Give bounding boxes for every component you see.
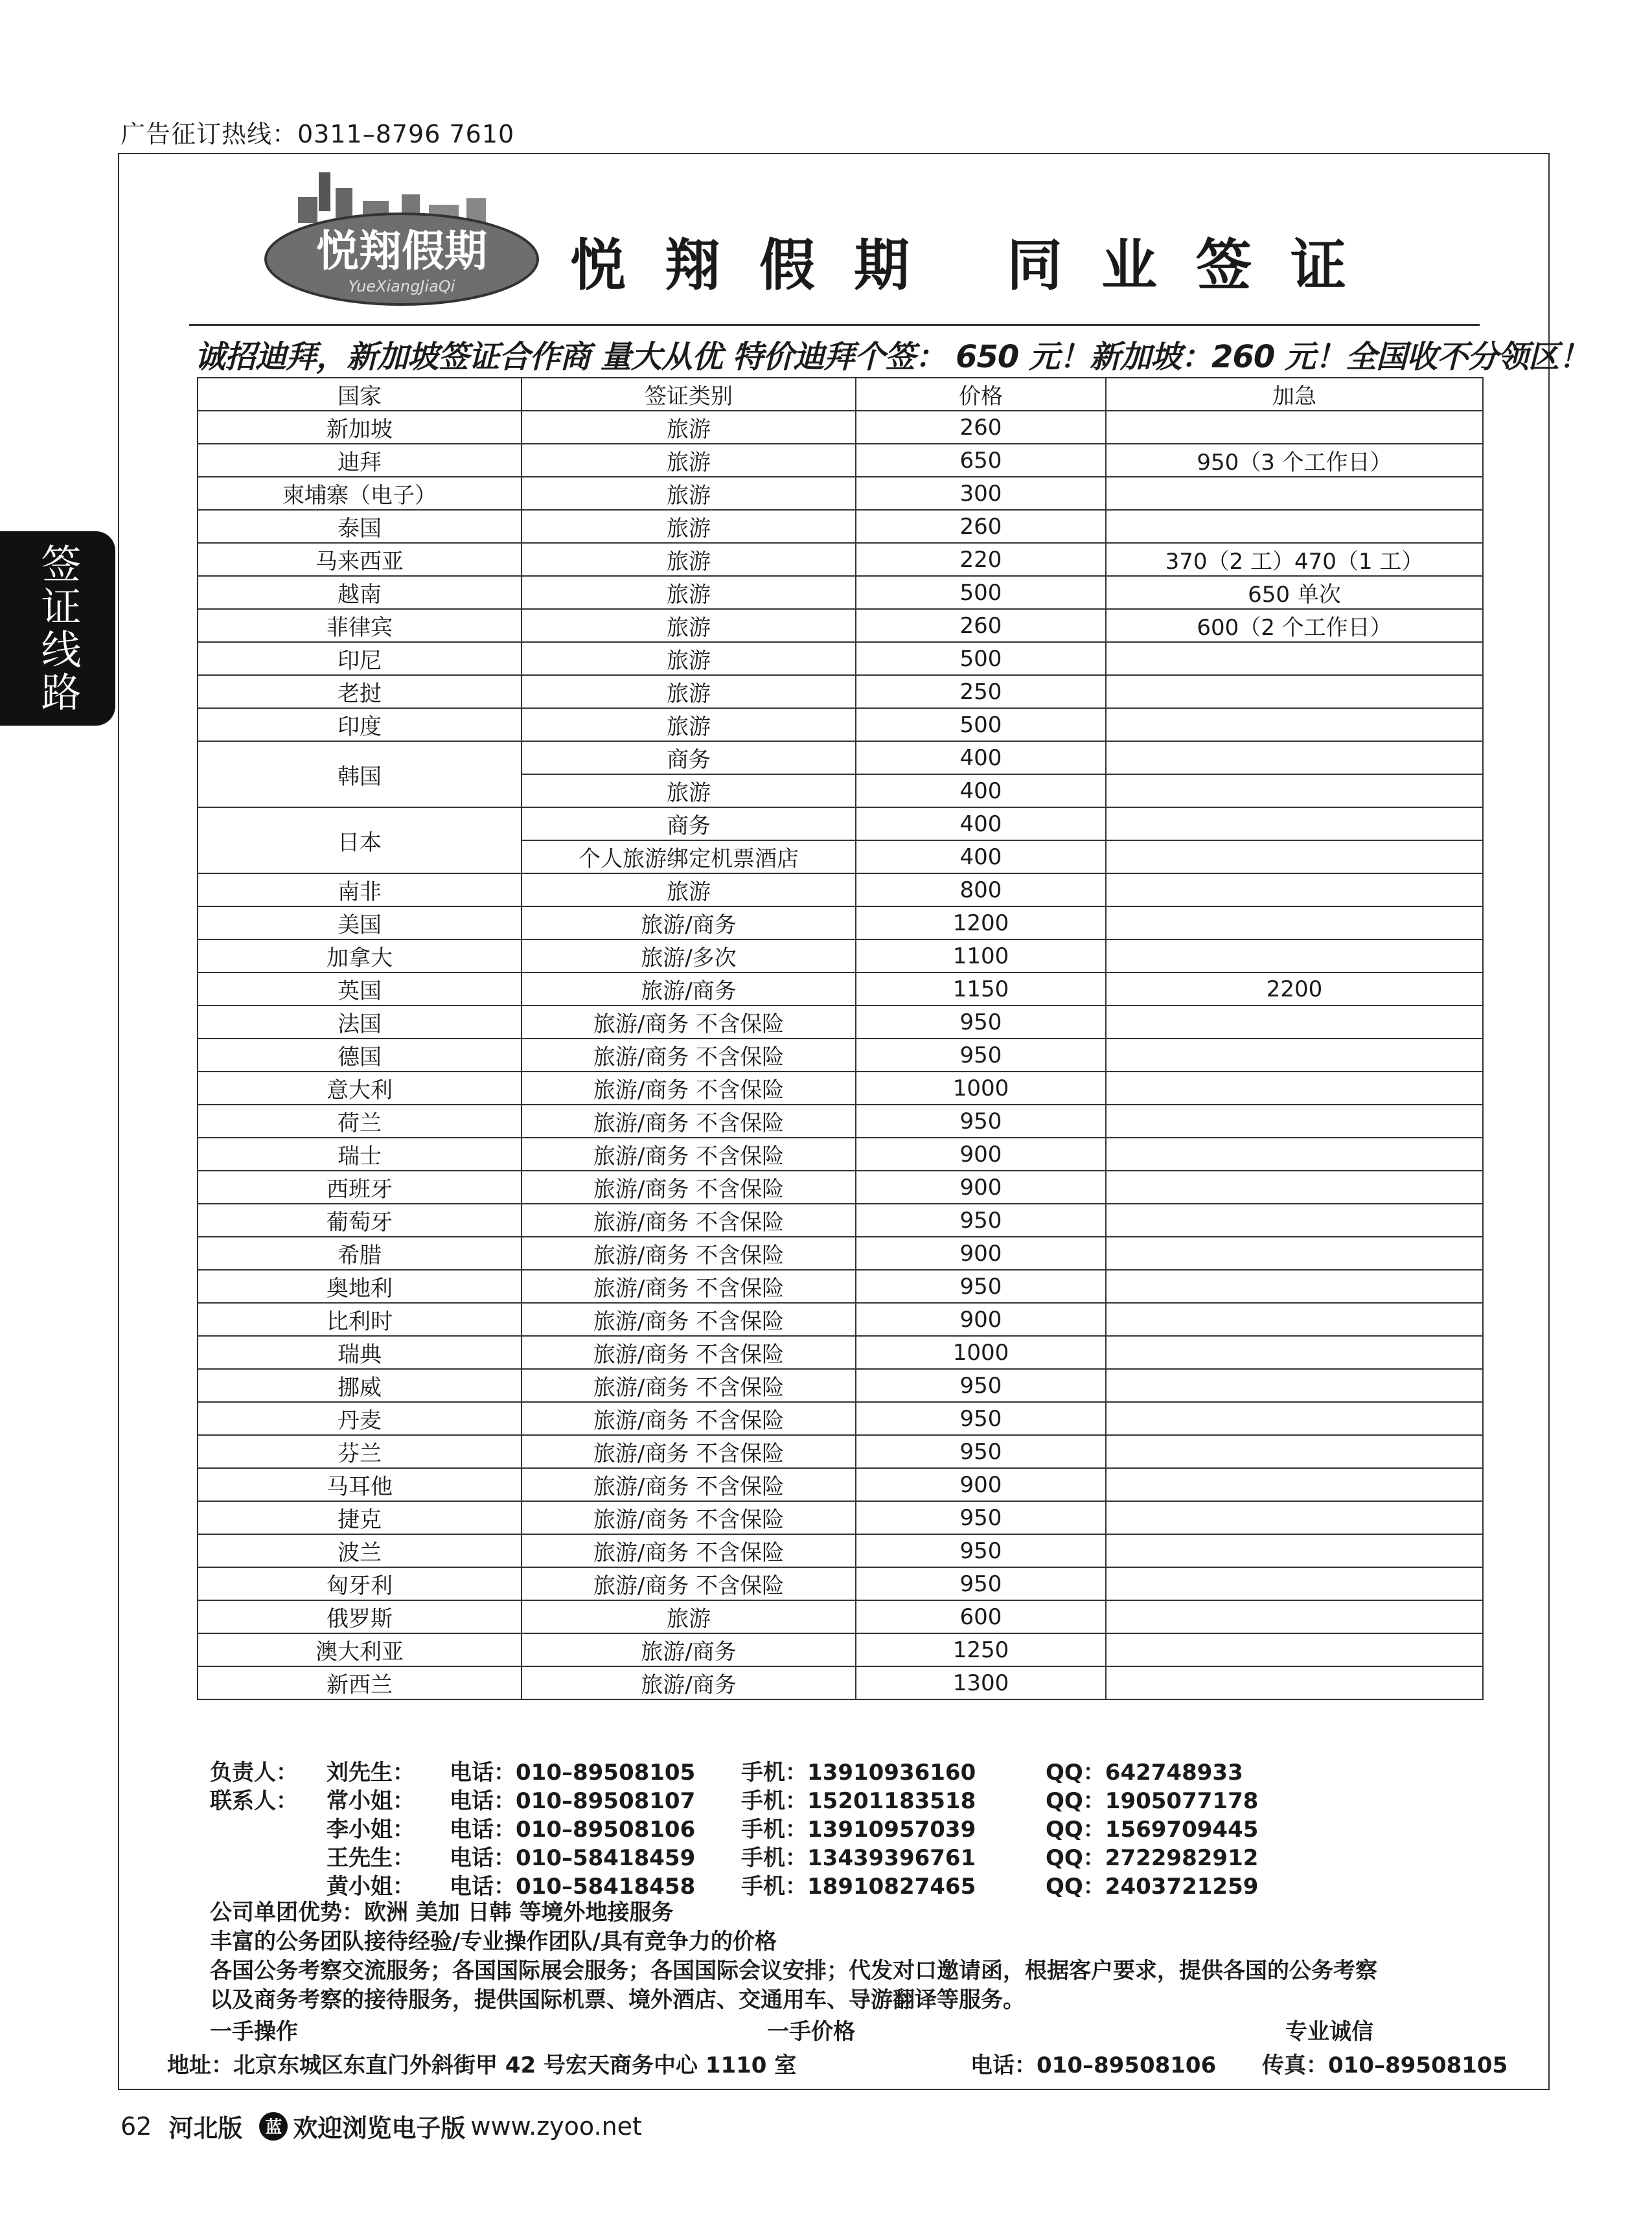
urgent-cell xyxy=(1106,1468,1483,1501)
urgent-cell xyxy=(1106,906,1483,939)
footer-url[interactable]: www.zyoo.net xyxy=(470,2111,642,2141)
urgent-cell xyxy=(1106,1633,1483,1666)
contact-row xyxy=(210,1811,1311,1843)
table-row xyxy=(198,444,1483,477)
price-cell: 900 xyxy=(856,1468,1106,1501)
country-cell: 俄罗斯 xyxy=(198,1600,522,1633)
price-cell: 950 xyxy=(856,1006,1106,1039)
table-row xyxy=(198,1534,1483,1567)
price-cell: 950 xyxy=(856,1039,1106,1072)
logo-building xyxy=(298,197,317,223)
contact-name: 刘先生： xyxy=(327,1760,415,1786)
price-cell: 950 xyxy=(856,1501,1106,1534)
urgent-cell xyxy=(1106,939,1483,972)
country-cell: 南非 xyxy=(198,873,522,906)
visa-type-cell: 旅游/商务 不含保险 xyxy=(522,1336,856,1369)
country-cell: 西班牙 xyxy=(198,1171,522,1204)
country-cell: 新西兰 xyxy=(198,1666,522,1699)
price-cell: 950 xyxy=(856,1435,1106,1468)
table-row xyxy=(198,1369,1483,1402)
country-cell: 印尼 xyxy=(198,642,522,675)
urgent-cell xyxy=(1106,1171,1483,1204)
note-line: 公司单团优势：欧洲 美加 日韩 等境外地接服务 xyxy=(210,1900,674,1926)
urgent-cell xyxy=(1106,873,1483,906)
urgent-cell xyxy=(1106,1534,1483,1567)
price-cell: 900 xyxy=(856,1237,1106,1270)
urgent-cell: 600（2 个工作日） xyxy=(1106,609,1483,642)
visa-type-cell: 旅游/商务 不含保险 xyxy=(522,1270,856,1303)
price-cell: 300 xyxy=(856,477,1106,510)
country-cell: 柬埔寨（电子） xyxy=(198,477,522,510)
contact-mobile: 手机：15201183518 xyxy=(741,1788,976,1814)
table-row xyxy=(198,510,1483,543)
urgent-cell xyxy=(1106,1138,1483,1171)
logo-tower xyxy=(319,172,330,211)
country-cell: 德国 xyxy=(198,1039,522,1072)
price-cell: 260 xyxy=(856,510,1106,543)
table-row xyxy=(198,807,1483,840)
visa-type-cell: 旅游 xyxy=(522,543,856,576)
page-footer xyxy=(120,2108,642,2144)
address-phone: 电话：010–89508106 xyxy=(970,2052,1217,2078)
visa-type-cell: 旅游/商务 不含保险 xyxy=(522,1039,856,1072)
price-cell: 250 xyxy=(856,675,1106,708)
price-cell: 950 xyxy=(856,1270,1106,1303)
urgent-cell xyxy=(1106,1567,1483,1600)
ad-title: 悦翔假期 同业签证 xyxy=(570,233,1385,298)
visa-type-cell: 旅游 xyxy=(522,642,856,675)
table-row xyxy=(198,1072,1483,1105)
urgent-cell xyxy=(1106,1369,1483,1402)
urgent-cell xyxy=(1106,642,1483,675)
country-cell: 马来西亚 xyxy=(198,543,522,576)
table-row xyxy=(198,411,1483,444)
header-country: 国家 xyxy=(198,378,522,411)
note-line: 各国公务考察交流服务；各国国际展会服务；各国国际会议安排；代发对口邀请函，根据客户要求，提供各国的公务考察 xyxy=(210,1958,1377,1984)
price-cell: 400 xyxy=(856,774,1106,807)
table-row xyxy=(198,1336,1483,1369)
country-cell: 瑞典 xyxy=(198,1336,522,1369)
contact-name: 常小姐： xyxy=(327,1788,415,1814)
header-urgent: 加急 xyxy=(1106,378,1483,411)
visa-type-cell: 旅游 xyxy=(522,576,856,609)
price-cell: 500 xyxy=(856,576,1106,609)
price-cell: 900 xyxy=(856,1303,1106,1336)
country-cell: 奥地利 xyxy=(198,1270,522,1303)
promo-banner: 诚招迪拜，新加坡签证合作商 量大从优 特价迪拜个签： 650 元！新加坡：260 元！全国收不分领区！ xyxy=(194,339,1589,375)
table-row xyxy=(198,1105,1483,1138)
table-row xyxy=(198,675,1483,708)
urgent-cell xyxy=(1106,1435,1483,1468)
urgent-cell xyxy=(1106,1072,1483,1105)
urgent-cell xyxy=(1106,477,1483,510)
visa-type-cell: 旅游 xyxy=(522,411,856,444)
table-row xyxy=(198,1567,1483,1600)
table-row xyxy=(198,543,1483,576)
country-cell: 菲律宾 xyxy=(198,609,522,642)
country-cell: 希腊 xyxy=(198,1237,522,1270)
visa-type-cell: 旅游/商务 不含保险 xyxy=(522,1105,856,1138)
visa-type-cell: 旅游/商务 不含保险 xyxy=(522,1369,856,1402)
visa-type-cell: 旅游/商务 xyxy=(522,906,856,939)
visa-type-cell: 旅游 xyxy=(522,1600,856,1633)
visa-type-cell: 旅游/多次 xyxy=(522,939,856,972)
urgent-cell xyxy=(1106,1402,1483,1435)
table-row xyxy=(198,906,1483,939)
contact-name: 李小姐： xyxy=(327,1817,415,1843)
urgent-cell xyxy=(1106,1204,1483,1237)
title-divider xyxy=(189,324,1480,326)
contact-mobile: 手机：18910827465 xyxy=(741,1874,976,1900)
contact-mobile: 手机：13910957039 xyxy=(741,1817,976,1843)
country-cell: 韩国 xyxy=(198,741,522,807)
table-row xyxy=(198,1435,1483,1468)
visa-type-cell: 旅游/商务 不含保险 xyxy=(522,1204,856,1237)
price-cell: 1000 xyxy=(856,1072,1106,1105)
price-cell: 950 xyxy=(856,1534,1106,1567)
urgent-cell xyxy=(1106,1039,1483,1072)
country-cell: 美国 xyxy=(198,906,522,939)
country-cell: 日本 xyxy=(198,807,522,873)
price-cell: 950 xyxy=(856,1567,1106,1600)
footer-text: 欢迎浏览电子版 xyxy=(293,2114,466,2143)
visa-type-cell: 旅游/商务 不含保险 xyxy=(522,1468,856,1501)
price-cell: 500 xyxy=(856,708,1106,741)
address-text: 地址：北京东城区东直门外斜街甲 42 号宏天商务中心 1110 室 xyxy=(167,2052,797,2078)
country-cell: 加拿大 xyxy=(198,939,522,972)
visa-type-cell: 旅游 xyxy=(522,675,856,708)
country-cell: 荷兰 xyxy=(198,1105,522,1138)
visa-type-cell: 旅游/商务 不含保险 xyxy=(522,1501,856,1534)
table-row xyxy=(198,1039,1483,1072)
country-cell: 马耳他 xyxy=(198,1468,522,1501)
visa-type-cell: 旅游/商务 不含保险 xyxy=(522,1006,856,1039)
contact-qq: QQ：2403721259 xyxy=(1046,1874,1259,1900)
visa-type-cell: 旅游/商务 xyxy=(522,972,856,1006)
contact-mobile: 手机：13439396761 xyxy=(741,1845,976,1871)
country-cell: 匈牙利 xyxy=(198,1567,522,1600)
country-cell: 捷克 xyxy=(198,1501,522,1534)
contact-name: 王先生： xyxy=(327,1845,415,1871)
visa-type-cell: 旅游/商务 不含保险 xyxy=(522,1072,856,1105)
contact-qq: QQ：2722982912 xyxy=(1046,1845,1259,1871)
logo-text: 悦翔假期 xyxy=(316,226,487,276)
contact-row xyxy=(210,1840,1311,1871)
country-cell: 越南 xyxy=(198,576,522,609)
urgent-cell xyxy=(1106,1666,1483,1699)
contact-qq: QQ：1569709445 xyxy=(1046,1817,1259,1843)
visa-type-cell: 旅游 xyxy=(522,873,856,906)
visa-type-cell: 个人旅游绑定机票酒店 xyxy=(522,840,856,873)
table-row xyxy=(198,642,1483,675)
visa-type-cell: 商务 xyxy=(522,741,856,774)
price-cell: 800 xyxy=(856,873,1106,906)
table-row xyxy=(198,1237,1483,1270)
country-cell: 法国 xyxy=(198,1006,522,1039)
visa-type-cell: 旅游/商务 不含保险 xyxy=(522,1435,856,1468)
table-row xyxy=(198,873,1483,906)
visa-type-cell: 旅游 xyxy=(522,510,856,543)
company-logo xyxy=(259,168,544,317)
visa-type-cell: 旅游/商务 不含保险 xyxy=(522,1567,856,1600)
price-cell: 1200 xyxy=(856,906,1106,939)
country-cell: 波兰 xyxy=(198,1534,522,1567)
country-cell: 新加坡 xyxy=(198,411,522,444)
urgent-cell xyxy=(1106,774,1483,807)
table-row xyxy=(198,1633,1483,1666)
urgent-cell xyxy=(1106,510,1483,543)
table-row xyxy=(198,1666,1483,1699)
price-cell: 900 xyxy=(856,1171,1106,1204)
table-header-row xyxy=(198,378,1483,411)
visa-type-cell: 旅游/商务 不含保险 xyxy=(522,1402,856,1435)
table-row xyxy=(198,1270,1483,1303)
country-cell: 泰国 xyxy=(198,510,522,543)
country-cell: 挪威 xyxy=(198,1369,522,1402)
footer-promo xyxy=(259,2108,642,2144)
table-row xyxy=(198,1006,1483,1039)
price-cell: 400 xyxy=(856,741,1106,774)
price-cell: 950 xyxy=(856,1204,1106,1237)
header-visa-type: 签证类别 xyxy=(522,378,856,411)
section-tab xyxy=(0,531,115,726)
country-cell: 澳大利亚 xyxy=(198,1633,522,1666)
table-row xyxy=(198,1171,1483,1204)
slogan: 专业诚信 xyxy=(1285,2019,1373,2045)
visa-type-cell: 旅游 xyxy=(522,708,856,741)
table-row xyxy=(198,1204,1483,1237)
edition-label: 河北版 xyxy=(168,2114,243,2143)
visa-price-table xyxy=(197,377,1484,1700)
visa-type-cell: 旅游 xyxy=(522,477,856,510)
price-cell: 950 xyxy=(856,1105,1106,1138)
contact-role-label: 负责人： xyxy=(210,1760,298,1786)
visa-type-cell: 旅游 xyxy=(522,774,856,807)
contact-row xyxy=(210,1754,1311,1786)
urgent-cell xyxy=(1106,1270,1483,1303)
table-row xyxy=(198,477,1483,510)
urgent-cell xyxy=(1106,1237,1483,1270)
contact-phone: 电话：010–89508107 xyxy=(450,1788,696,1814)
country-cell: 丹麦 xyxy=(198,1402,522,1435)
country-cell: 芬兰 xyxy=(198,1435,522,1468)
contact-mobile: 手机：13910936160 xyxy=(741,1760,976,1786)
contact-name: 黄小姐： xyxy=(327,1874,415,1900)
contact-phone: 电话：010–89508106 xyxy=(450,1817,696,1843)
urgent-cell: 2200 xyxy=(1106,972,1483,1006)
urgent-cell xyxy=(1106,807,1483,840)
price-cell: 900 xyxy=(856,1138,1106,1171)
price-cell: 650 xyxy=(856,444,1106,477)
table-row xyxy=(198,1402,1483,1435)
table-row xyxy=(198,609,1483,642)
price-cell: 400 xyxy=(856,840,1106,873)
urgent-cell xyxy=(1106,1303,1483,1336)
slogan: 一手操作 xyxy=(210,2019,298,2045)
urgent-cell xyxy=(1106,1600,1483,1633)
slogan: 一手价格 xyxy=(767,2019,855,2045)
price-cell: 1000 xyxy=(856,1336,1106,1369)
service-notes xyxy=(210,1898,1544,2015)
price-cell: 260 xyxy=(856,609,1106,642)
page-number: 62 xyxy=(120,2111,152,2141)
header-price: 价格 xyxy=(856,378,1106,411)
table-row xyxy=(198,1303,1483,1336)
contact-role-label: 联系人： xyxy=(210,1788,298,1814)
table-row xyxy=(198,939,1483,972)
visa-type-cell: 旅游/商务 不含保险 xyxy=(522,1138,856,1171)
price-cell: 950 xyxy=(856,1402,1106,1435)
ad-hotline: 广告征订热线：0311–8796 7610 xyxy=(120,120,515,148)
address-fax: 传真：010–89508105 xyxy=(1262,2052,1508,2078)
address-row xyxy=(167,2047,1528,2077)
price-cell: 400 xyxy=(856,807,1106,840)
table-row xyxy=(198,708,1483,741)
country-cell: 印度 xyxy=(198,708,522,741)
visa-type-cell: 旅游/商务 不含保险 xyxy=(522,1303,856,1336)
price-cell: 1250 xyxy=(856,1633,1106,1666)
logo-subtext: YueXiangJiaQi xyxy=(348,277,455,295)
visa-type-cell: 旅游/商务 不含保险 xyxy=(522,1237,856,1270)
price-cell: 1100 xyxy=(856,939,1106,972)
price-cell: 1300 xyxy=(856,1666,1106,1699)
price-cell: 1150 xyxy=(856,972,1106,1006)
visa-type-cell: 旅游/商务 xyxy=(522,1666,856,1699)
contact-row xyxy=(210,1868,1311,1900)
table-row xyxy=(198,1468,1483,1501)
contact-phone: 电话：010–58418458 xyxy=(450,1874,696,1900)
urgent-cell xyxy=(1106,708,1483,741)
slogan-row xyxy=(210,2014,1389,2045)
urgent-cell: 370（2 工）470（1 工） xyxy=(1106,543,1483,576)
section-tab-label: 签证线路 xyxy=(34,543,82,714)
visa-type-cell: 旅游/商务 xyxy=(522,1633,856,1666)
country-cell: 比利时 xyxy=(198,1303,522,1336)
country-cell: 英国 xyxy=(198,972,522,1006)
urgent-cell xyxy=(1106,1501,1483,1534)
price-cell: 600 xyxy=(856,1600,1106,1633)
note-line: 以及商务考察的接待服务，提供国际机票、境外酒店、交通用车、导游翻译等服务。 xyxy=(210,1987,1025,2013)
urgent-cell xyxy=(1106,1105,1483,1138)
country-cell: 意大利 xyxy=(198,1072,522,1105)
urgent-cell xyxy=(1106,1336,1483,1369)
visa-type-cell: 旅游/商务 不含保险 xyxy=(522,1171,856,1204)
urgent-cell xyxy=(1106,411,1483,444)
price-cell: 500 xyxy=(856,642,1106,675)
table-row xyxy=(198,741,1483,774)
visa-type-cell: 旅游/商务 不含保险 xyxy=(522,1534,856,1567)
country-cell: 葡萄牙 xyxy=(198,1204,522,1237)
table-row xyxy=(198,1501,1483,1534)
table-row xyxy=(198,1138,1483,1171)
price-cell: 950 xyxy=(856,1369,1106,1402)
contact-qq: QQ：1905077178 xyxy=(1046,1788,1259,1814)
urgent-cell xyxy=(1106,741,1483,774)
price-cell: 220 xyxy=(856,543,1106,576)
urgent-cell xyxy=(1106,1006,1483,1039)
urgent-cell: 650 单次 xyxy=(1106,576,1483,609)
visa-type-cell: 旅游 xyxy=(522,609,856,642)
visa-type-cell: 商务 xyxy=(522,807,856,840)
contact-phone: 电话：010–58418459 xyxy=(450,1845,696,1871)
contact-phone: 电话：010–89508105 xyxy=(450,1760,696,1786)
urgent-cell xyxy=(1106,840,1483,873)
table-row xyxy=(198,576,1483,609)
visa-type-cell: 旅游 xyxy=(522,444,856,477)
contacts-block xyxy=(210,1754,1311,1900)
table-row xyxy=(198,1600,1483,1633)
country-cell: 老挝 xyxy=(198,675,522,708)
table-row xyxy=(198,972,1483,1006)
note-line: 丰富的公务团队接待经验/专业操作团队/具有竞争力的价格 xyxy=(210,1929,777,1955)
urgent-cell xyxy=(1106,675,1483,708)
contact-qq: QQ：642748933 xyxy=(1046,1760,1243,1786)
contact-row xyxy=(210,1783,1311,1814)
country-cell: 瑞士 xyxy=(198,1138,522,1171)
country-cell: 迪拜 xyxy=(198,444,522,477)
price-cell: 260 xyxy=(856,411,1106,444)
lan-logo-icon: 蓝 xyxy=(259,2112,288,2141)
urgent-cell: 950（3 个工作日） xyxy=(1106,444,1483,477)
